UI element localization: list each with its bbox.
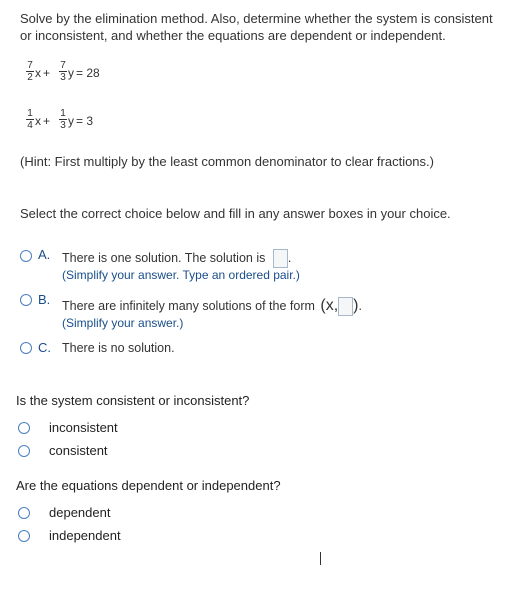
select-choice-prompt: Select the correct choice below and fill in any answer boxes in your choice. (20, 206, 451, 221)
choice-b-letter[interactable]: B. (38, 292, 51, 307)
independent-radio[interactable] (18, 530, 30, 542)
dependency-question: Are the equations dependent or independent? (16, 478, 281, 493)
eq1-x-numerator: 7 (27, 60, 33, 71)
consistent-radio[interactable] (18, 445, 30, 457)
equation-1 (23, 60, 143, 92)
eq2-y-numerator: 1 (60, 108, 66, 119)
eq1-x-denominator: 2 (27, 72, 33, 83)
eq1-y-numerator: 7 (60, 60, 66, 71)
consistency-question: Is the system consistent or inconsistent? (16, 393, 250, 408)
dependent-label[interactable]: dependent (49, 505, 111, 520)
eq1-y-denominator: 3 (60, 72, 66, 83)
dependent-radio[interactable] (18, 507, 30, 519)
choice-a-letter[interactable]: A. (38, 247, 51, 262)
choice-a-text (62, 249, 291, 268)
choice-b-period: . (358, 299, 362, 313)
eq2-x-denominator: 4 (27, 120, 33, 131)
eq1-plus: + (43, 66, 51, 80)
eq2-x-numerator: 1 (27, 108, 33, 119)
choice-b-note: (Simplify your answer.) (62, 316, 184, 330)
inconsistent-label[interactable]: inconsistent (49, 420, 118, 435)
choice-a-radio[interactable] (20, 250, 32, 262)
choice-b-paren-open: (x, (320, 297, 339, 314)
eq1-rhs: = 28 (76, 66, 100, 80)
choice-b-text (62, 297, 362, 316)
choice-b-radio[interactable] (20, 294, 32, 306)
choice-c-text: There is no solution. (62, 341, 175, 355)
eq1-y-coefficient (59, 60, 67, 83)
equation-2 (23, 108, 143, 140)
problem-instructions (20, 10, 500, 44)
solution-answer-box[interactable] (273, 249, 288, 268)
eq2-y-variable: y (68, 114, 74, 128)
eq2-x-variable: x (35, 114, 41, 128)
eq2-y-denominator: 3 (60, 120, 66, 131)
consistent-label[interactable]: consistent (49, 443, 108, 458)
eq1-x-variable: x (35, 66, 41, 80)
text-cursor (320, 552, 321, 565)
choice-a-label: There is one solution. The solution is (62, 250, 266, 265)
independent-label[interactable]: independent (49, 528, 121, 543)
choice-b-paren-close: ) (353, 297, 359, 314)
inconsistent-radio[interactable] (18, 422, 30, 434)
instruction-line-2: or inconsistent, and whether the equations are dependent or independent. (20, 28, 446, 43)
choice-a-period: . (287, 250, 292, 265)
eq1-x-coefficient (26, 60, 34, 83)
eq2-plus: + (43, 114, 51, 128)
choice-a-note: (Simplify your answer. Type an ordered pair.) (62, 268, 300, 282)
hint-text: (Hint: First multiply by the least common denominator to clear fractions.) (20, 154, 434, 169)
choice-c-radio[interactable] (20, 342, 32, 354)
eq2-x-coefficient (26, 108, 34, 131)
eq1-y-variable: y (68, 66, 74, 80)
choice-c-letter[interactable]: C. (38, 340, 51, 355)
eq2-rhs: = 3 (76, 114, 94, 128)
infinite-solution-answer-box[interactable] (338, 297, 353, 316)
choice-b-label: There are infinitely many solutions of the form (62, 299, 315, 313)
eq2-y-coefficient (59, 108, 67, 131)
instruction-line-1: Solve by the elimination method. Also, determine whether the system is consistent (20, 11, 493, 26)
